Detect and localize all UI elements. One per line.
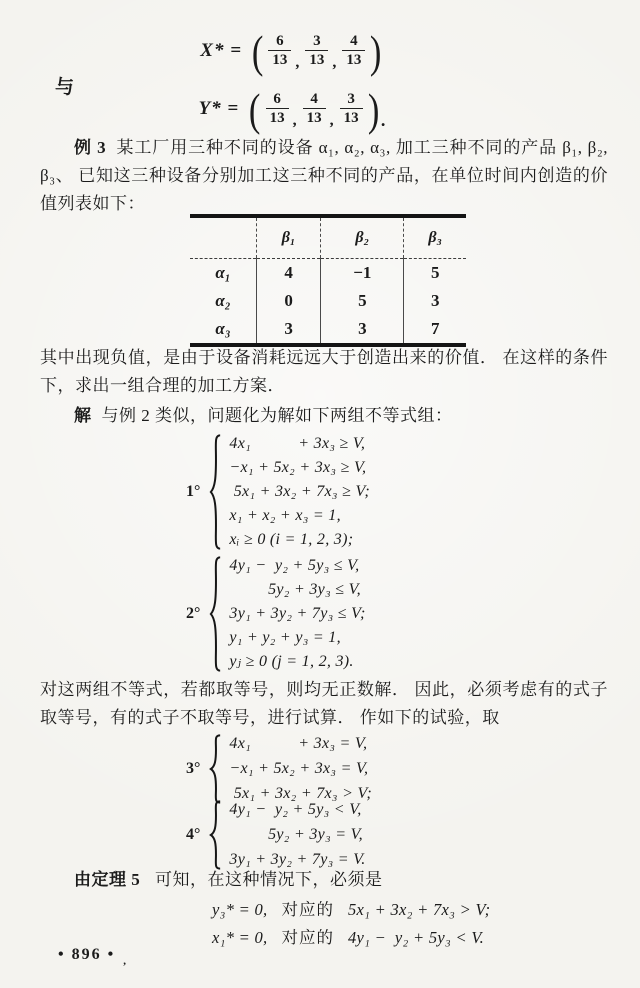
row-label-alpha2: α₂ bbox=[215, 291, 231, 310]
system-1-label: 1° bbox=[186, 483, 201, 500]
corresponds-text: 对应的 bbox=[281, 928, 334, 947]
fraction: $\frac{4}{13}$ bbox=[342, 32, 365, 69]
and-word: 与 bbox=[55, 77, 75, 98]
col-header-beta3: β₃ bbox=[404, 216, 466, 259]
page-number bbox=[58, 946, 126, 967]
conclusion-line-2 bbox=[212, 924, 484, 948]
stray-mark: , bbox=[123, 955, 126, 967]
corresponds-text: 对应的 bbox=[281, 900, 334, 919]
system-3 bbox=[186, 731, 372, 806]
table-cell: 5 bbox=[404, 259, 466, 288]
table-header-row bbox=[190, 216, 466, 259]
equation-line: 4y₁ − y₂ + 5y₃ < V, bbox=[229, 801, 362, 818]
y-star-symbol: Y* = bbox=[198, 97, 240, 119]
comma: , bbox=[295, 54, 300, 71]
table-cell: 5 bbox=[321, 287, 404, 315]
row-label-alpha3: α₃ bbox=[215, 319, 231, 338]
solution-label: 解 bbox=[74, 406, 92, 425]
condition-rhs: 5x₁ + 3x₂ + 7x₃ > V; bbox=[347, 900, 491, 919]
example3-paragraph bbox=[40, 134, 608, 218]
system-1 bbox=[186, 432, 370, 552]
theorem-paragraph bbox=[40, 866, 608, 894]
comma: , bbox=[292, 112, 297, 129]
formula-y-star bbox=[0, 83, 640, 135]
theorem-label: 由定理 5 bbox=[74, 870, 141, 889]
discussion-paragraph: 对这两组不等式，若都取等号，则均无正数解． 因此，必须考虑有的式子取等号，有的式子不取等号，进行试算． 作如下的试验，取 bbox=[40, 680, 608, 727]
x-star-symbol: X* = bbox=[200, 39, 243, 61]
table-cell: 7 bbox=[404, 315, 466, 345]
example3-text: 某工厂用三种不同的设备 α₁, α₂, α₃, 加工三种不同的产品 β₁, β₂, β₃、 已知这三种设备分别加工这三种不同的产品，在单位时间内创造的价值列表如下： bbox=[40, 138, 609, 213]
formula-y-star-inner: Y* = ( $\frac{6}{13}$ , $\frac{4}{13}$ , $\frac{3}{13}$ ) . bbox=[198, 83, 386, 135]
formula-x-star bbox=[0, 25, 640, 77]
equation-line: 4x₁ + 3x₃ ≥ V, bbox=[229, 435, 366, 452]
equation-line: y₁ + y₂ + y₃ = 1, bbox=[229, 629, 341, 646]
table-corner bbox=[190, 216, 257, 259]
equation-line: 3y₁ + 3y₂ + 7y₃ = V. bbox=[229, 851, 366, 868]
col-header-beta1: β₁ bbox=[257, 216, 321, 259]
table-cell: 3 bbox=[257, 315, 321, 345]
fraction: $\frac{3}{13}$ bbox=[340, 90, 363, 127]
theorem-text: 可知，在这种情况下，必须是 bbox=[150, 870, 383, 889]
equation-line: 4x₁ + 3x₃ = V, bbox=[229, 735, 368, 752]
system-2 bbox=[186, 554, 366, 674]
equation-line: yⱼ ≥ 0 (j = 1, 2, 3). bbox=[229, 653, 354, 670]
table-row-alpha3 bbox=[190, 315, 466, 345]
system-2-label: 2° bbox=[186, 605, 201, 622]
left-brace bbox=[209, 433, 222, 551]
equation-line: 5x₁ + 3x₂ + 7x₃ > V; bbox=[229, 785, 373, 802]
page-number-text: • 896 • bbox=[58, 946, 116, 963]
system-3-label: 3° bbox=[186, 759, 201, 777]
fraction: $\frac{6}{13}$ bbox=[268, 32, 291, 69]
equation-line: 3y₁ + 3y₂ + 7y₃ ≤ V; bbox=[229, 605, 366, 622]
solution-text: 与例 2 类似，问题化为解如下两组不等式组： bbox=[101, 406, 453, 425]
formula-tail: . bbox=[380, 110, 386, 130]
table-cell: −1 bbox=[321, 259, 404, 288]
condition-lhs: x₁* = 0, bbox=[212, 928, 268, 947]
table-cell: 0 bbox=[257, 287, 321, 315]
table-row-alpha2 bbox=[190, 287, 466, 315]
equation-line: 5y₂ + 3y₃ ≤ V, bbox=[229, 581, 361, 598]
left-brace bbox=[209, 800, 222, 870]
equation-line: −x₁ + 5x₂ + 3x₃ = V, bbox=[229, 760, 369, 777]
fraction: $\frac{6}{13}$ bbox=[266, 90, 289, 127]
equation-line: x₁ + x₂ + x₃ = 1, bbox=[229, 507, 341, 524]
equation-line: 4y₁ − y₂ + 5y₃ ≤ V, bbox=[229, 557, 360, 574]
equation-line: 5x₁ + 3x₂ + 7x₃ ≥ V; bbox=[229, 483, 370, 500]
system-4 bbox=[186, 797, 366, 872]
table-cell: 4 bbox=[257, 259, 321, 288]
row-label-alpha1: α₁ bbox=[215, 263, 231, 282]
condition-rhs: 4y₁ − y₂ + 5y₃ < V. bbox=[347, 928, 485, 947]
equation-line: xᵢ ≥ 0 (i = 1, 2, 3); bbox=[229, 531, 354, 548]
equation-line: 5y₂ + 3y₃ = V, bbox=[229, 826, 363, 843]
example3-label: 例 3 bbox=[74, 138, 107, 157]
formula-x-star-inner: X* = ( $\frac{6}{13}$ , $\frac{3}{13}$ , $\frac{4}{13}$ ) bbox=[200, 25, 382, 77]
comma: , bbox=[329, 112, 334, 129]
system-4-label: 4° bbox=[186, 825, 201, 843]
table-cell: 3 bbox=[404, 287, 466, 315]
comma: , bbox=[332, 54, 337, 71]
value-table bbox=[190, 214, 466, 347]
equation-line: −x₁ + 5x₂ + 3x₃ ≥ V, bbox=[229, 459, 367, 476]
table-row-alpha1 bbox=[190, 259, 466, 288]
fraction: $\frac{4}{13}$ bbox=[303, 90, 326, 127]
col-header-beta2: β₂ bbox=[321, 216, 404, 259]
negative-value-paragraph: 其中出现负值，是由于设备消耗远远大于创造出来的价值． 在这样的条件下，求出一组合理的加工方案． bbox=[40, 348, 608, 395]
conclusion-line-1 bbox=[212, 896, 490, 920]
solution-paragraph bbox=[40, 402, 608, 430]
table-cell: 3 bbox=[321, 315, 404, 345]
left-brace bbox=[209, 734, 222, 804]
fraction: $\frac{3}{13}$ bbox=[305, 32, 328, 69]
condition-lhs: y₃* = 0, bbox=[212, 900, 268, 919]
left-brace bbox=[209, 555, 222, 673]
